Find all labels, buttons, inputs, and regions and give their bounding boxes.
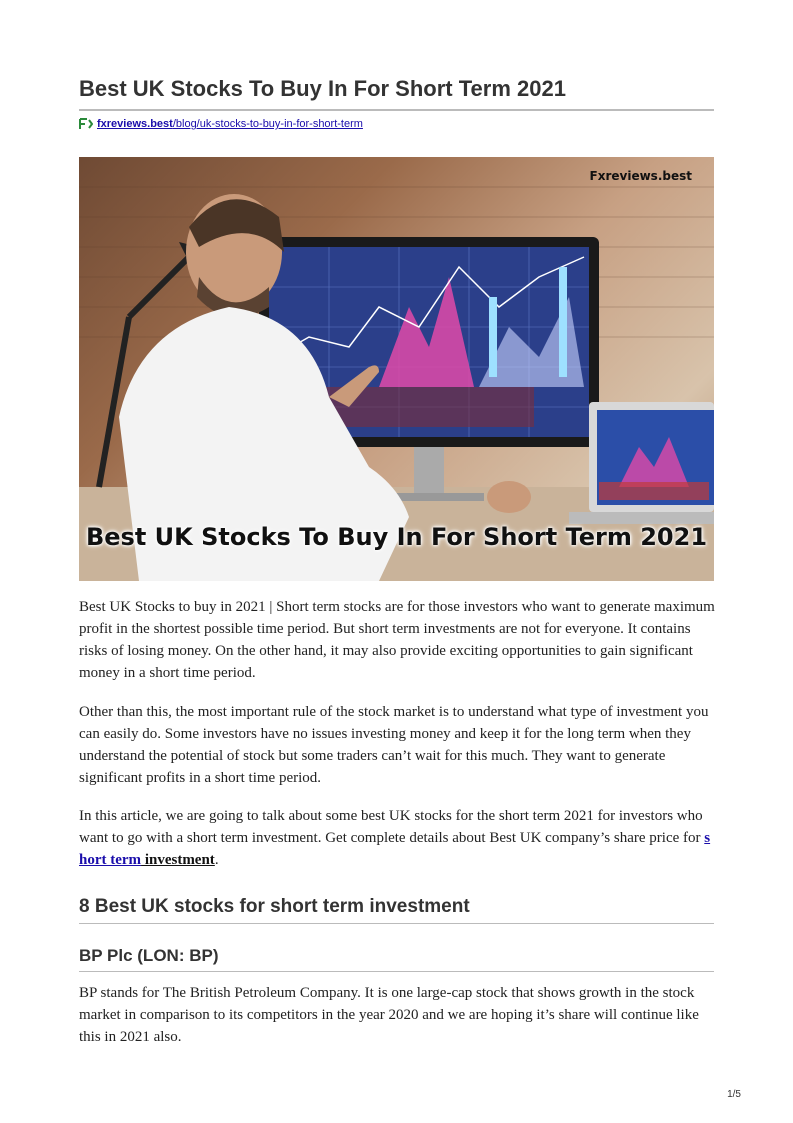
source-url: [79, 118, 363, 130]
subsection-divider: [79, 971, 714, 972]
subsection-heading: BP Plc (LON: BP): [79, 946, 219, 965]
title-divider: [79, 109, 714, 111]
source-link[interactable]: fxreviews.best/blog/uk-stocks-to-buy-in-for-short-term: [97, 118, 363, 130]
hero-caption: Best UK Stocks To Buy In For Short Term 2021: [85, 523, 708, 551]
site-favicon-icon: [79, 118, 93, 130]
short-term-link[interactable]: s hort term: [79, 830, 711, 868]
section-divider: [79, 923, 714, 924]
intro-paragraph: Best UK Stocks to buy in 2021 | Short term stocks are for those investors who want to generate maximum profit in the shortest possible time period. But short term investments are not for everyone. It contains risks of losing money. On the other hand, it may also provide exciting opportunities to gain significant money in a short time period.: [79, 599, 715, 681]
hero-image: [79, 157, 714, 581]
section-heading: 8 Best UK stocks for short term investment: [79, 896, 470, 917]
hero-illustration: [79, 157, 714, 581]
page-number: 1/5: [727, 1089, 741, 1100]
page-title: Best UK Stocks To Buy In For Short Term 2021: [79, 76, 566, 101]
investment-link-text[interactable]: investment: [141, 852, 215, 868]
bp-paragraph: BP stands for The British Petroleum Company. It is one large-cap stock that shows growth in the stock market in comparison to its competitors in the year 2020 and we are hoping it’s share will continue like this in 2021 also.: [79, 985, 699, 1045]
rule-paragraph: Other than this, the most important rule of the stock market is to understand what type of investment you can easily do. Some investors have no issues investing money and keep it for the long term when they understand the potential of stock but some traders can’t wait for this much. They want to generate significant profits in a short time period.: [79, 704, 709, 786]
hero-brand-label: Fxreviews.best: [589, 169, 692, 183]
article-paragraph: In this article, we are going to talk about some best UK stocks for the short term 2021 for investors who want to go with a short term investment. Get complete details about Best UK company’s share price for s hort term investment.: [79, 808, 711, 868]
